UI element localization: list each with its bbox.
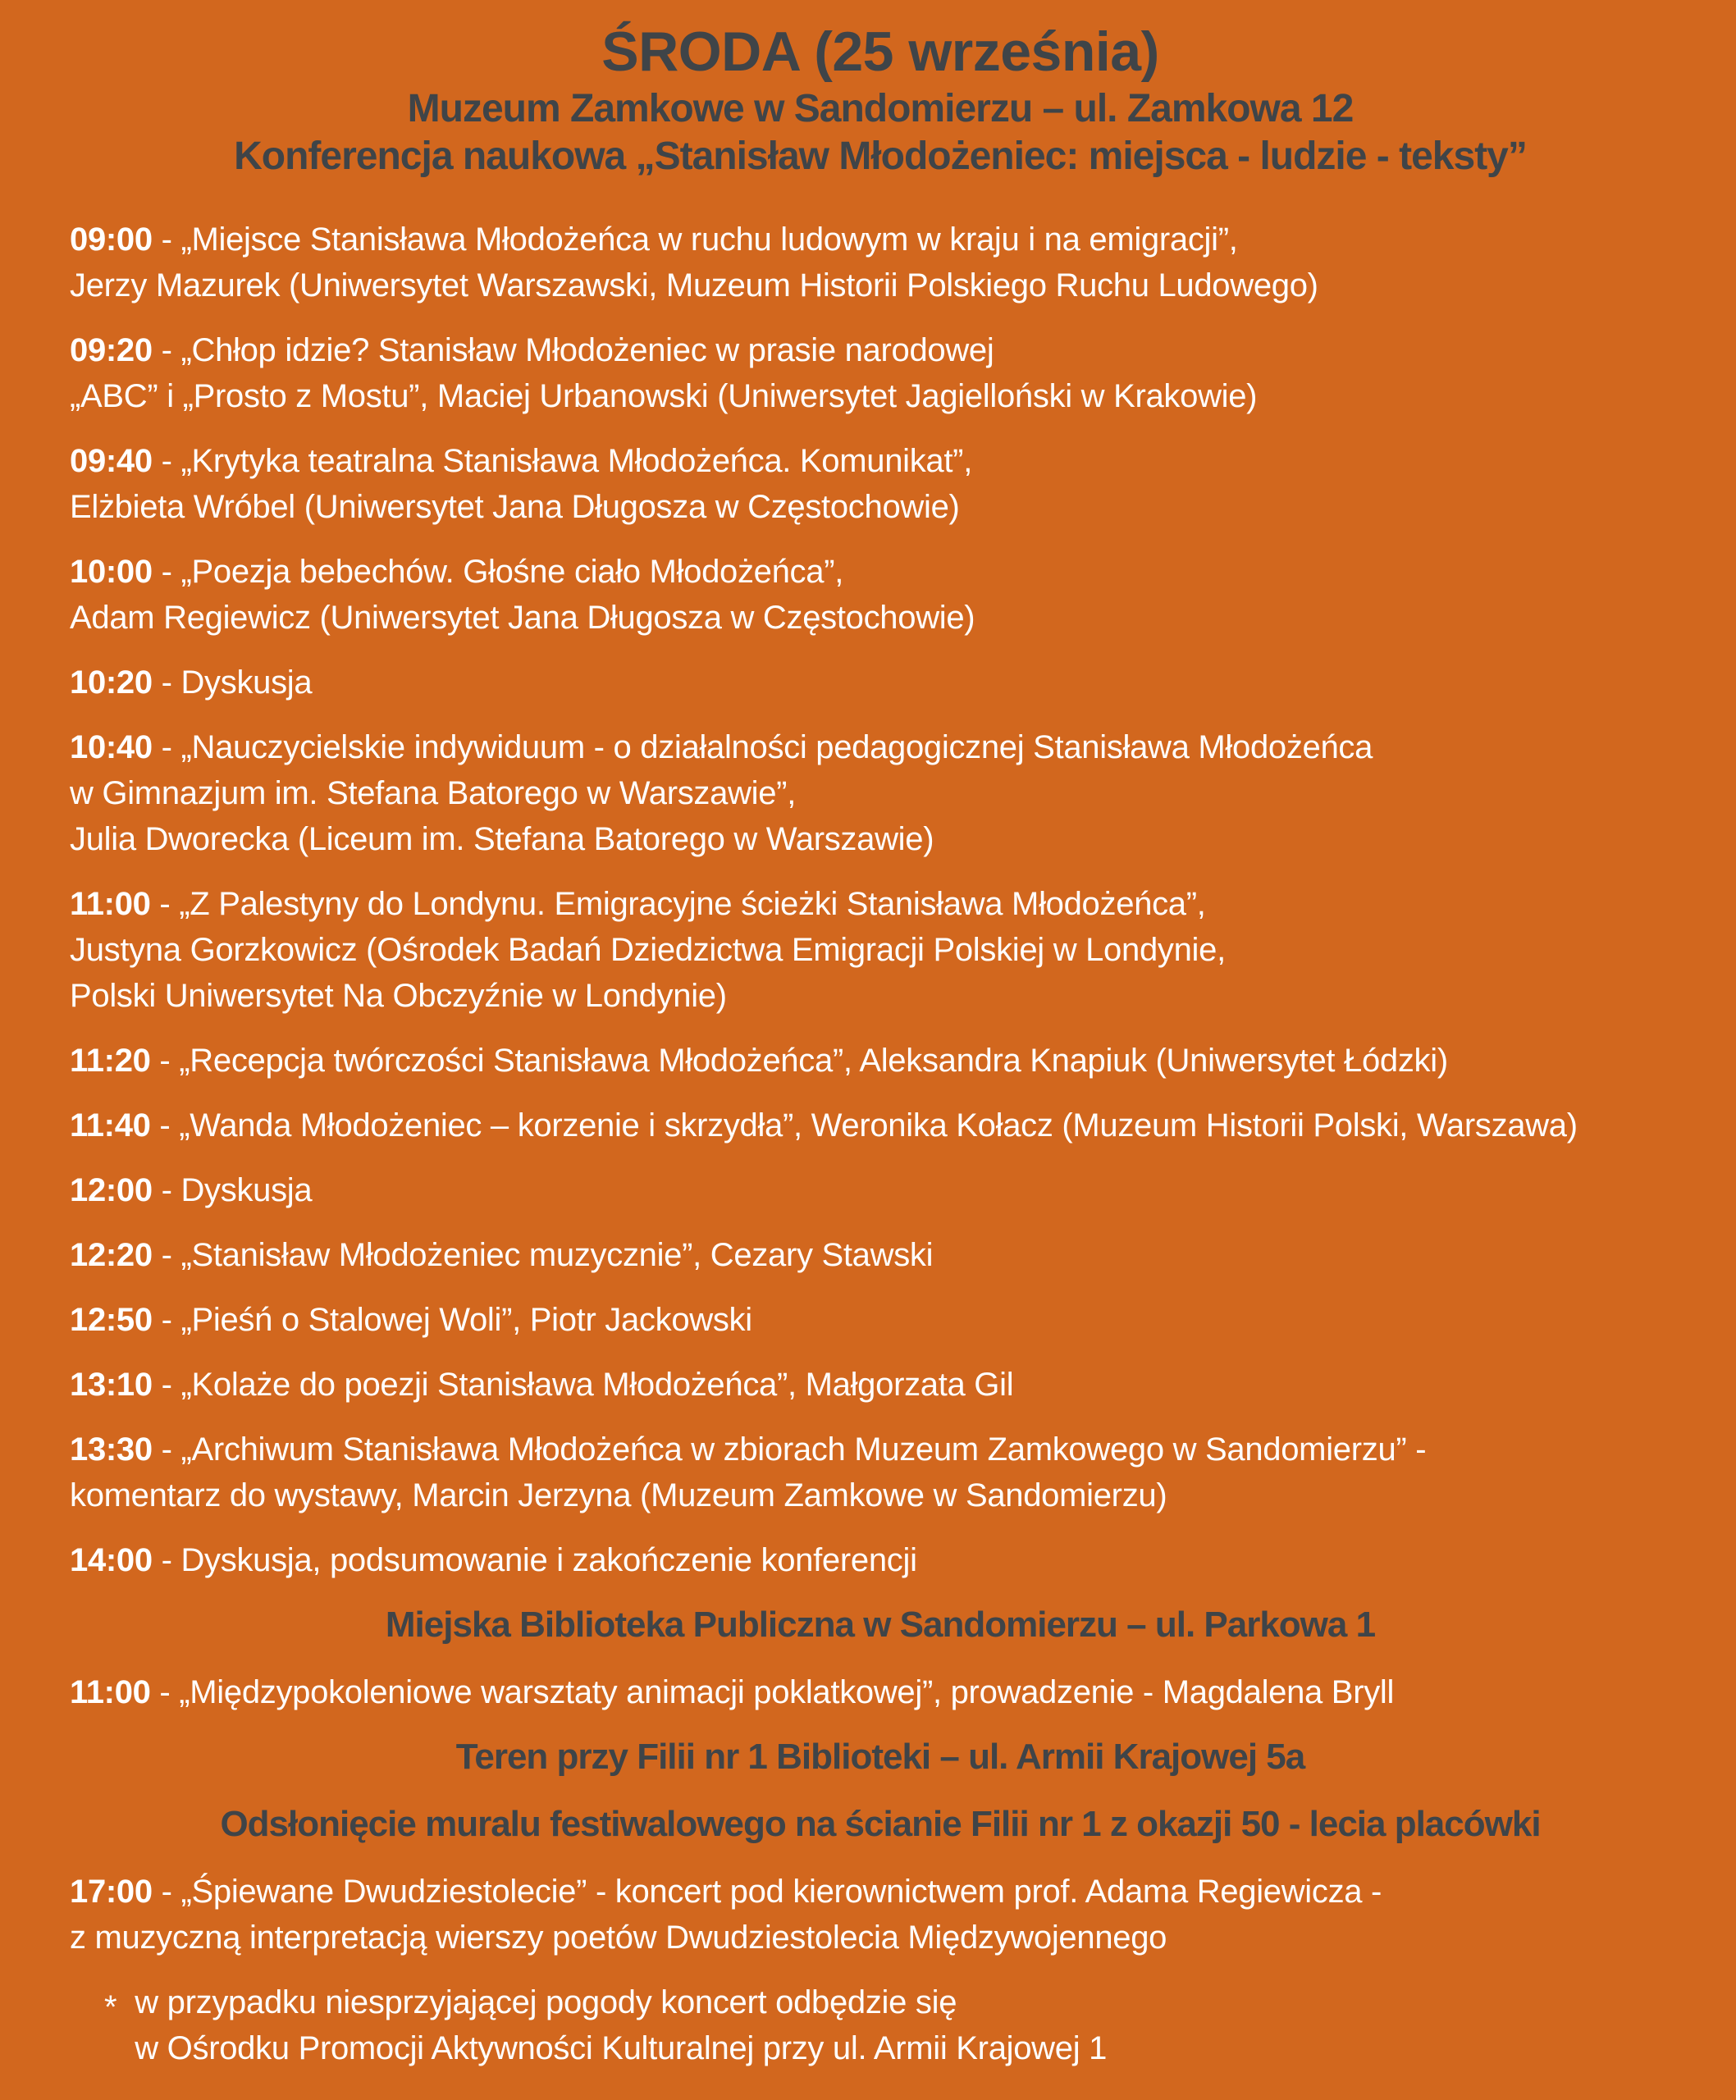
page-title: ŚRODA (25 września) xyxy=(601,21,1159,83)
event-title-text: „Międzypokoleniowe warsztaty animacji poklatkowej”, prowadzenie - Magdalena Bryll xyxy=(179,1674,1395,1710)
schedule-entry xyxy=(70,1362,1691,1408)
section-heading: Odsłonięcie muralu festiwalowego na ścianie Filii nr 1 z okazji 50 - lecia placówki xyxy=(220,1804,1541,1844)
event-separator: - xyxy=(152,1431,181,1468)
schedule-entry xyxy=(70,1869,1691,1961)
schedule-entry-line xyxy=(70,1537,1691,1583)
event-title-text: „Nauczycielskie indywiduum - o działalności pedagogicznej Stanisława Młodożeńca xyxy=(180,729,1373,765)
conference-subtitle: Konferencja naukowa „Stanisław Młodożeniec: miejsca - ludzie - teksty” xyxy=(234,135,1527,178)
event-time: 12:50 xyxy=(70,1302,153,1338)
schedule-entry xyxy=(70,438,1691,530)
schedule-entry xyxy=(70,1297,1691,1343)
schedule-entry-line xyxy=(70,1038,1691,1084)
schedule-entry-line xyxy=(70,1427,1691,1472)
schedule-entry xyxy=(70,1038,1691,1084)
event-separator: - xyxy=(152,554,181,590)
event-time: 10:40 xyxy=(70,729,153,765)
event-title-text: Dyskusja xyxy=(180,664,313,701)
event-title-text: „Recepcja twórczości Stanisława Młodożeńca”, Aleksandra Knapiuk (Uniwersytet Łódzki) xyxy=(179,1043,1448,1079)
event-separator: - xyxy=(152,1302,181,1338)
event-title-text: „Krytyka teatralna Stanisława Młodożeńca. Komunikat”, xyxy=(180,443,973,479)
event-title-text: „Wanda Młodożeniec – korzenie i skrzydła”, Weronika Kołacz (Muzeum Historii Polski, Warszawa) xyxy=(179,1107,1578,1144)
event-time: 09:00 xyxy=(70,221,153,258)
event-separator: - xyxy=(152,664,181,701)
event-continuation-line: z muzyczną interpretacją wierszy poetów Dwudziestolecia Międzywojennego xyxy=(70,1920,1167,1956)
event-title-text: Dyskusja xyxy=(180,1172,313,1208)
venue-subtitle: Muzeum Zamkowe w Sandomierzu – ul. Zamkowa 12 xyxy=(407,87,1354,130)
event-separator: - xyxy=(150,1107,180,1144)
event-time: 12:20 xyxy=(70,1237,153,1273)
schedule-entry xyxy=(70,660,1691,705)
footnote-lines xyxy=(135,1979,1107,2071)
event-continuation-line: Justyna Gorzkowicz (Ośrodek Badań Dziedzictwa Emigracji Polskiej w Londynie, xyxy=(70,932,1226,968)
event-continuation-line: Elżbieta Wróbel (Uniwersytet Jana Długosza w Częstochowie) xyxy=(70,489,960,525)
event-separator: - xyxy=(152,443,181,479)
schedule-entry-line xyxy=(70,1869,1691,1915)
event-separator: - xyxy=(152,1367,181,1403)
event-continuation-line: Adam Regiewicz (Uniwersytet Jana Długosza w Częstochowie) xyxy=(70,600,975,636)
event-time: 11:20 xyxy=(70,1043,151,1079)
schedule-entry-line xyxy=(70,438,1691,484)
schedule-entry-line xyxy=(70,1167,1691,1213)
event-separator: - xyxy=(152,729,181,765)
event-title-text: „Śpiewane Dwudziestolecie” - koncert pod kierownictwem prof. Adama Regiewicza - xyxy=(180,1874,1382,1910)
event-title-text: „Z Palestyny do Londynu. Emigracyjne ścieżki Stanisława Młodożeńca”, xyxy=(179,886,1206,922)
event-continuation-line: Jerzy Mazurek (Uniwersytet Warszawski, Muzeum Historii Polskiego Ruchu Ludowego) xyxy=(70,267,1318,304)
schedule-entry-line xyxy=(70,1362,1691,1408)
schedule-entry-line xyxy=(70,1102,1691,1148)
event-title-text: „Kolaże do poezji Stanisława Młodożeńca”, Małgorzata Gil xyxy=(180,1367,1014,1403)
event-separator: - xyxy=(152,1172,181,1208)
event-title-text: „Stanisław Młodożeniec muzycznie”, Cezary Stawski xyxy=(180,1237,934,1273)
section-heading: Miejska Biblioteka Publiczna w Sandomierzu – ul. Parkowa 1 xyxy=(385,1605,1376,1645)
event-continuation-line: w Gimnazjum im. Stefana Batorego w Warszawie”, xyxy=(70,775,797,811)
schedule-entry-line xyxy=(70,1232,1691,1278)
schedule-entry-line xyxy=(70,724,1691,770)
event-time: 17:00 xyxy=(70,1874,153,1910)
schedule-entry xyxy=(70,327,1691,419)
event-separator: - xyxy=(152,1542,181,1578)
schedule-entry-line xyxy=(70,549,1691,595)
schedule-entry-line xyxy=(70,217,1691,262)
schedule-entry-line xyxy=(70,1669,1691,1715)
event-continuation-line: Polski Uniwersytet Na Obczyźnie w Londynie) xyxy=(70,978,727,1014)
weather-footnote xyxy=(70,1979,1691,2071)
event-time: 11:40 xyxy=(70,1107,151,1144)
event-title-text: „Miejsce Stanisława Młodożeńca w ruchu ludowym w kraju i na emigracji”, xyxy=(180,221,1238,258)
event-separator: - xyxy=(152,1874,181,1910)
event-time: 11:00 xyxy=(70,1674,151,1710)
schedule-entry xyxy=(70,1102,1691,1148)
schedule-entry xyxy=(70,1537,1691,1583)
event-continuation-line: komentarz do wystawy, Marcin Jerzyna (Muzeum Zamkowe w Sandomierzu) xyxy=(70,1477,1167,1513)
event-time: 13:30 xyxy=(70,1431,153,1468)
poster-header xyxy=(70,18,1691,180)
schedule-entry xyxy=(70,881,1691,1019)
footnote-line: w przypadku niesprzyjającej pogody koncert odbędzie się xyxy=(135,1984,957,2020)
schedule-entry xyxy=(70,549,1691,641)
event-separator: - xyxy=(152,221,181,258)
event-title-text: „Archiwum Stanisława Młodożeńca w zbiorach Muzeum Zamkowego w Sandomierzu” - xyxy=(180,1431,1427,1468)
schedule-entry-line xyxy=(70,660,1691,705)
event-continuation-line: „ABC” i „Prosto z Mostu”, Maciej Urbanowski (Uniwersytet Jagielloński w Krakowie) xyxy=(70,378,1258,414)
event-title-text: „Chłop idzie? Stanisław Młodożeniec w prasie narodowej xyxy=(180,332,994,368)
schedule-entry-line xyxy=(70,881,1691,927)
event-continuation-line: Julia Dworecka (Liceum im. Stefana Batorego w Warszawie) xyxy=(70,821,934,857)
event-time: 10:00 xyxy=(70,554,153,590)
schedule-entry xyxy=(70,1232,1691,1278)
event-separator: - xyxy=(150,886,180,922)
event-time: 13:10 xyxy=(70,1367,153,1403)
schedule-entry-line xyxy=(70,327,1691,373)
event-time: 09:40 xyxy=(70,443,153,479)
event-title-text: „Pieśń o Stalowej Woli”, Piotr Jackowski xyxy=(180,1302,752,1338)
event-time: 11:00 xyxy=(70,886,151,922)
schedule-entry xyxy=(70,1167,1691,1213)
event-time: 10:20 xyxy=(70,664,153,701)
event-title-text: Dyskusja, podsumowanie i zakończenie konferencji xyxy=(180,1542,917,1578)
event-title-text: „Poezja bebechów. Głośne ciało Młodożeńca”, xyxy=(180,554,844,590)
event-separator: - xyxy=(152,332,181,368)
event-separator: - xyxy=(150,1043,180,1079)
schedule-entry xyxy=(70,1427,1691,1518)
schedule-entry-line xyxy=(70,1297,1691,1343)
schedule-entry xyxy=(70,217,1691,308)
event-separator: - xyxy=(150,1674,180,1710)
section-heading: Teren przy Filii nr 1 Biblioteki – ul. Armii Krajowej 5a xyxy=(455,1737,1305,1777)
asterisk-marker: * xyxy=(104,1989,117,2025)
footnote-line: w Ośrodku Promocji Aktywności Kulturalnej przy ul. Armii Krajowej 1 xyxy=(135,2030,1108,2066)
event-time: 14:00 xyxy=(70,1542,153,1578)
schedule-entry xyxy=(70,1669,1691,1715)
schedule xyxy=(70,217,1691,2071)
event-time: 09:20 xyxy=(70,332,153,368)
event-separator: - xyxy=(152,1237,181,1273)
schedule-entry xyxy=(70,724,1691,862)
event-time: 12:00 xyxy=(70,1172,153,1208)
